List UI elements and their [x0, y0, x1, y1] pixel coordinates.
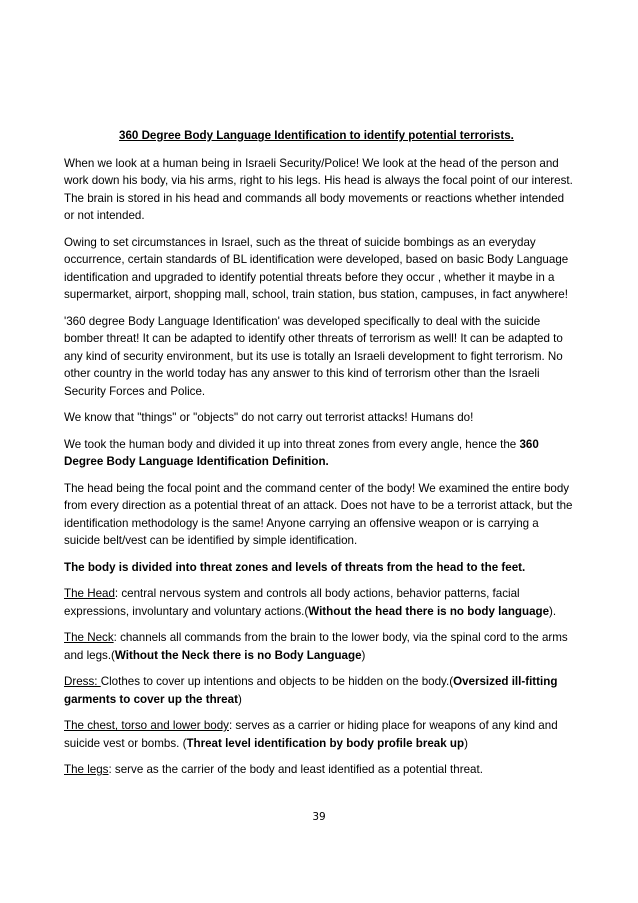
zone-torso-label: The chest, torso and lower body	[64, 719, 229, 732]
zone-dress-label: Dress:	[64, 675, 101, 688]
zone-neck-label: The Neck	[64, 631, 114, 644]
paragraph-israel-circumstances: Owing to set circumstances in Israel, such as the threat of suicide bombings as an everyday occurrence, certain standards of BL identification were developed, based on basic Body Language identification and upgraded to identify potential threats before they occur , whether it maybe in a supermarket, airport, shopping mall, school, train station, bus station, campuses, in fact anywhere!	[64, 235, 569, 301]
zone-head-bold: Without the head there is no body language	[308, 604, 550, 618]
zone-dress-text: Clothes to cover up intentions and objects to be hidden on the body.(	[100, 675, 454, 688]
zone-torso-bold: Threat level identification by body profile break up	[186, 736, 465, 750]
paragraph-command-center: The head being the focal point and the command center of the body! We examined the entire body from every direction as a potential threat of an attack. Does not have to be a terrorist attack, but the identification methodology is the same! Anyone carrying an offensive weapon or is carrying a suicide belt/vest can be identified by simple identification.	[64, 481, 573, 547]
zone-legs-label: The legs	[64, 763, 109, 776]
zone-legs	[64, 761, 574, 779]
zone-torso	[64, 717, 574, 752]
zone-torso-text: : serves as a carrier or hiding place for weapons of any kind and suicide vest or bombs. (	[64, 719, 558, 750]
zone-head	[64, 585, 574, 620]
zone-legs-text: : serve as the carrier of the body and least identified as a potential threat.	[108, 763, 483, 776]
document-title: 360 Degree Body Language Identification to identify potential terrorists.	[119, 129, 514, 142]
page-content	[64, 127, 574, 788]
threat-zones-text: We took the human body and divided it up into threat zones from every angle, hence the	[64, 437, 520, 451]
zone-head-end: ).	[549, 604, 557, 618]
zone-dress	[64, 673, 574, 708]
zone-dress-bold: Oversized ill-fitting garments to cover up the threat	[64, 675, 558, 706]
page-number: 39	[312, 811, 326, 823]
zone-neck-text: : channels all commands from the brain to the lower body, via the spinal cord to the arms and legs.(	[64, 631, 568, 662]
paragraph-body-divided: The body is divided into threat zones and levels of threats from the head to the feet.	[64, 560, 526, 574]
paragraph-360-development: '360 degree Body Language Identification' was developed specifically to deal with the suicide bomber threat! It can be adapted to identify other threats of terrorism as well! It can be adapted to any kind of security environment, but its use is totally an Israeli development to fight terrorism. No other country in the world today has any answer to this kind of terrorism other than the Israeli Security Forces and Police.	[64, 314, 563, 398]
paragraph-head-focus: When we look at a human being in Israeli Security/Police! We look at the head of the person and work down his body, via his arms, right to his legs. His head is always the focal point of our interest. The brain is stored in his head and commands all body movements or reactions whether intended or not intended.	[64, 156, 573, 222]
zone-neck-bold: Without the Neck there is no Body Language	[114, 648, 362, 662]
paragraph-threat-zones	[64, 436, 574, 471]
zone-head-text: : central nervous system and controls all body actions, behavior patterns, facial expressions, involuntary and voluntary actions.(	[64, 587, 520, 618]
zone-torso-end: )	[464, 736, 468, 750]
paragraph-humans-do: We know that "things" or "objects" do not carry out terrorist attacks! Humans do!	[64, 411, 474, 424]
threat-zones-definition: 360 Degree Body Language Identification Definition.	[64, 437, 539, 468]
zone-neck	[64, 629, 574, 664]
zone-dress-end: )	[237, 692, 242, 706]
zone-head-label: The Head	[64, 587, 115, 600]
zone-neck-end: )	[361, 648, 366, 662]
